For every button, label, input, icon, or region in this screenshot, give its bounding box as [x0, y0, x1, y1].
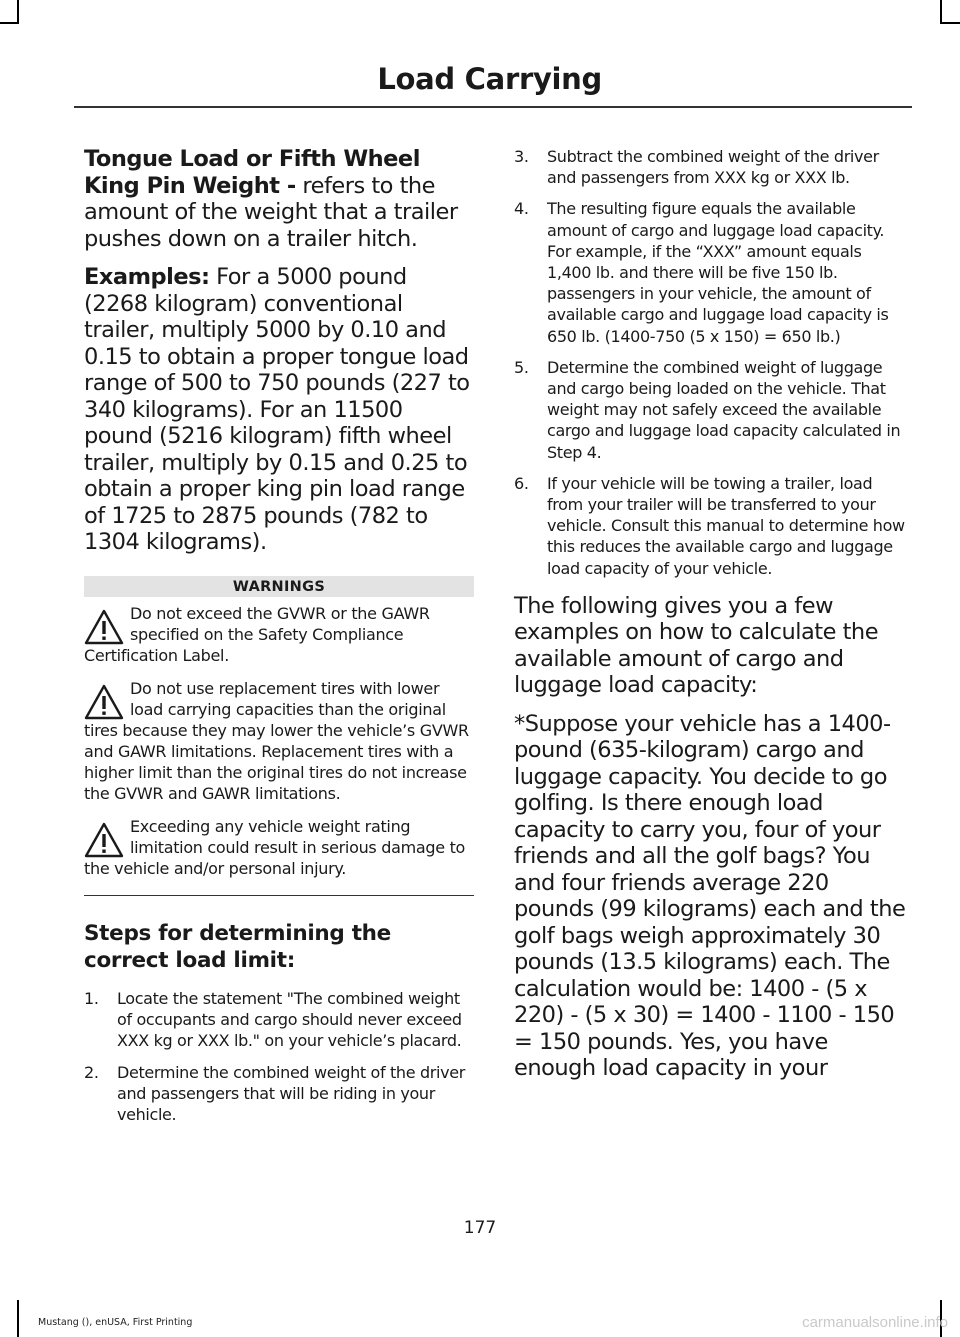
step-number: 3. — [514, 147, 529, 166]
warning-triangle-icon — [84, 684, 124, 720]
step-number: 1. — [84, 989, 99, 1008]
crop-mark — [942, 22, 960, 24]
list-item — [514, 473, 906, 579]
examples-paragraph — [84, 264, 474, 556]
step-number: 4. — [514, 199, 529, 219]
examples-body: For a 5000 pound (2268 kilogram) conventional trailer, multiply 5000 by 0.10 and 0.15 to obtain a proper tongue load range of 500 to 750 pounds (227 to 340 kilograms). For an 11500 pound (5216 kilogram) fifth wheel trailer, multiply by 0.15 and 0.25 to obtain a proper king pin load range of 1725 to 2875 pounds (782 to 1304 kilograms). — [84, 264, 470, 555]
crop-mark — [17, 1300, 19, 1337]
examples-intro: The following gives you a few examples on how to calculate the available amount of cargo and luggage load capacity: — [514, 592, 879, 699]
step-number: 5. — [514, 357, 529, 377]
warning-item — [84, 816, 474, 879]
golf-example-paragraph: *Suppose your vehicle has a 1400-pound (635-kilogram) cargo and luggage capacity. You decide to go golfing. Is there enough load capacity to carry you, four of your friends and all the golf bags? You and four friends average 220 pounds (99 kilograms) each and the golf bags weigh approximately 30 pounds (13.5 kilograms) each. The calculation would be: 1400 - (5 x 220) - (5 x 30) = 1400 - 1100 - 150 = 150 pounds. Yes, you have enough load capacity in your — [514, 710, 906, 1082]
warning-text: Exceeding any vehicle weight rating limitation could result in serious damage to the vehicle and/or personal injury. — [84, 816, 466, 878]
tongue-load-paragraph — [84, 146, 474, 252]
crop-mark — [17, 0, 19, 24]
edition-footer: Mustang (), enUSA, First Printing — [38, 1317, 193, 1328]
step-text: The resulting figure equals the available amount of cargo and luggage load capacity. For example, if the “XXX” amount equals 1,400 lb. and there will be five 150 lb. passengers in your vehicle, the amount of available cargo and luggage load capacity is 650 lb. (1400-750 (5 x 150) = 650 lb.) — [547, 199, 889, 346]
warning-triangle-icon — [84, 609, 124, 645]
header-rule — [74, 106, 912, 108]
warning-item — [84, 603, 474, 666]
page-header-title: Load Carrying — [377, 62, 602, 96]
steps-list — [84, 988, 474, 1125]
tongue-load-definition: refers to the amount of the weight that a trailer pushes down on a trailer hitch. — [84, 172, 458, 252]
list-item — [84, 1062, 474, 1126]
warnings-end-rule — [84, 895, 474, 897]
examples-term: Examples: — [84, 264, 210, 290]
page-number: 177 — [463, 1218, 497, 1238]
warnings-heading: WARNINGS — [84, 576, 474, 597]
step-text: Determine the combined weight of the driver and passengers that will be riding in your vehicle. — [117, 1062, 465, 1125]
tongue-load-term: Tongue Load or Fifth Wheel King Pin Weight - — [84, 146, 420, 199]
list-item — [514, 357, 906, 463]
step-text: If your vehicle will be towing a trailer, load from your trailer will be transferred to your vehicle. Consult this manual to determine how this reduces the available cargo and luggage load capacity of your vehicle. — [547, 473, 905, 578]
warning-triangle-icon — [84, 822, 124, 858]
step-text: Determine the combined weight of luggage and cargo being loaded on the vehicle. That weight may not safely exceed the available cargo and luggage load capacity calculated in Step 4. — [547, 357, 901, 462]
warning-item — [84, 678, 474, 804]
warning-text: Do not use replacement tires with lower load carrying capacities than the original tires because they may lower the vehicle’s GVWR and GAWR limitations. Replacement tires with a higher limit than the original tires do not increase the GVWR and GAWR limitations. — [84, 678, 469, 803]
crop-mark — [0, 22, 18, 24]
step-number: 6. — [514, 473, 529, 493]
warning-text: Do not exceed the GVWR or the GAWR specified on the Safety Compliance Certification Label. — [84, 603, 430, 665]
right-column — [514, 146, 906, 1094]
step-text: Subtract the combined weight of the driver and passengers from XXX kg or XXX lb. — [547, 147, 879, 188]
step-number: 2. — [84, 1062, 99, 1082]
steps-list-continued — [514, 146, 906, 579]
list-item — [84, 988, 474, 1052]
step-text: Locate the statement "The combined weight of occupants and cargo should never exceed XXX kg or XXX lb." on your vehicle’s placard. — [117, 989, 462, 1051]
left-column — [84, 146, 474, 1135]
list-item — [514, 146, 906, 188]
steps-heading: Steps for determining the correct load limit: — [84, 921, 391, 973]
list-item — [514, 198, 906, 346]
watermark: carmanualsonline.info — [802, 1314, 948, 1331]
crop-mark — [940, 0, 942, 24]
